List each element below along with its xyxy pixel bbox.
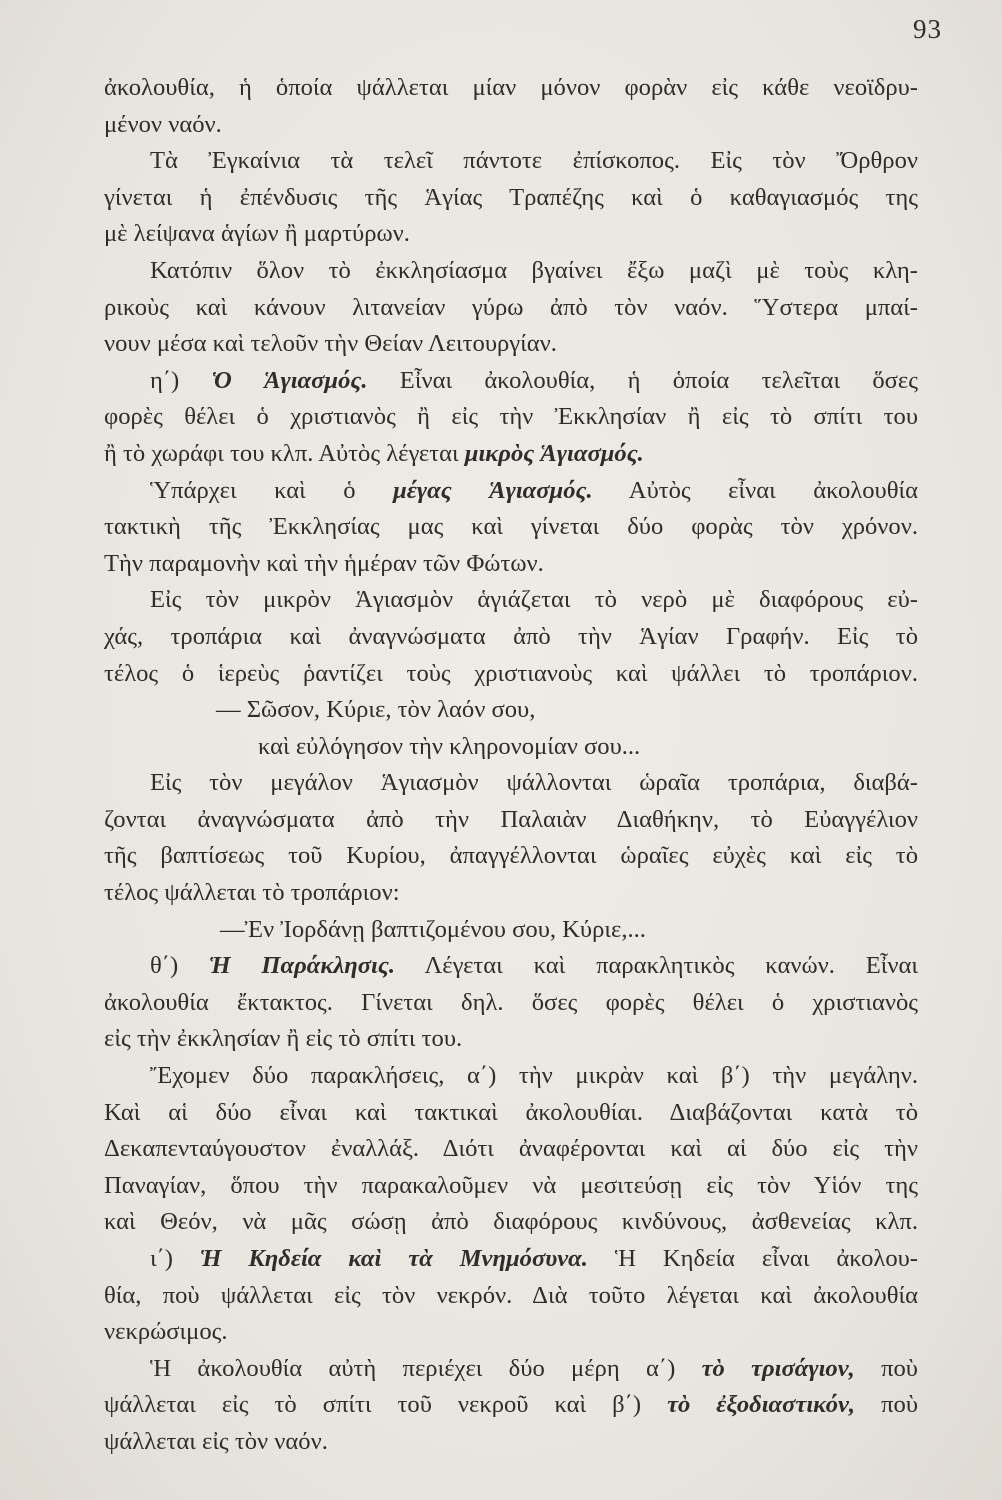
- text-line: Δεκαπενταύγουστον ἐναλλάξ. Διότι ἀναφέρονται καὶ αἱ δύο εἰς τὴν: [104, 1135, 918, 1163]
- text-line: τέλος ψάλλεται τὸ τροπάριον:: [104, 879, 400, 907]
- text-line: ψάλλεται εἰς τὸν ναόν.: [104, 1427, 328, 1455]
- text-line: ζονται ἀναγνώσματα ἀπὸ τὴν Παλαιὰν Διαθήκην, τὸ Εὐαγγέλιον: [104, 805, 918, 833]
- text-span: Ἡ ἀκολουθία αὐτὴ περιέχει δύο μέρη α΄): [150, 1354, 702, 1382]
- section-heading-line: [104, 1241, 918, 1278]
- text-line: Παναγίαν, ὅπου τὴν παρακαλοῦμεν νὰ μεσιτεύσῃ εἰς τὸν Υἱόν της: [104, 1171, 918, 1199]
- text-line: νεκρώσιμος.: [104, 1318, 228, 1346]
- text-span: ποὺ: [854, 1354, 918, 1382]
- section-heading-line: [104, 948, 918, 985]
- text-line: Εἰς τὸν μεγάλον Ἁγιασμὸν ψάλλονται ὡραῖα τροπάρια, διαβά-: [150, 769, 918, 797]
- emphasis-term: τὸ τρισάγιον,: [701, 1354, 855, 1382]
- section-title: Ἡ Παράκλησις.: [208, 952, 395, 980]
- text-line: μένον ναόν.: [104, 110, 222, 138]
- text-span: ἢ τὸ χωράφι του κλπ. Αὐτὸς λέγεται: [104, 439, 465, 467]
- text-line: νουν μέσα καὶ τελοῦν τὴν Θείαν Λειτουργίαν.: [104, 330, 557, 358]
- text-line: φορὲς θέλει ὁ χριστιανὸς ἢ εἰς τὴν Ἐκκλησίαν ἢ εἰς τὸ σπίτι του: [104, 403, 918, 431]
- section-title: Ἡ Κηδεία καὶ τὰ Μνημόσυνα.: [199, 1245, 588, 1272]
- text-line: θία, ποὺ ψάλλεται εἰς τὸν νεκρόν. Διὰ τοῦτο λέγεται καὶ ἀκολουθία: [104, 1281, 918, 1309]
- text-line: καὶ Θεόν, νὰ μᾶς σώσῃ ἀπὸ διαφόρους κινδύνους, ἀσθενείας κλπ.: [104, 1208, 918, 1236]
- emphasis-term: τὸ ἐξοδιαστικόν,: [667, 1391, 856, 1419]
- text-line: χάς, τροπάρια καὶ ἀναγνώσματα ἀπὸ τὴν Ἁγίαν Γραφήν. Εἰς τὸ: [104, 622, 918, 650]
- hymn-verse: καὶ εὐλόγησον τὴν κληρονομίαν σου...: [258, 732, 641, 760]
- text-span: ποὺ: [855, 1391, 918, 1419]
- section-heading-line: [104, 363, 918, 400]
- body-text: [104, 70, 918, 1461]
- text-line: εἰς τὴν ἐκκλησίαν ἢ εἰς τὸ σπίτι του.: [104, 1025, 463, 1053]
- text-span: ψάλλεται εἰς τὸ σπίτι τοῦ νεκροῦ καὶ β΄): [104, 1391, 668, 1419]
- emphasis-term: μέγας Ἁγιασμός.: [393, 476, 593, 504]
- emphasis-term: μικρὸς Ἁγιασμός.: [464, 439, 644, 467]
- text-line: Καὶ αἱ δύο εἶναι καὶ τακτικαὶ ἀκολουθίαι. Διαβάζονται κατὰ τὸ: [104, 1098, 918, 1126]
- text-line: [104, 436, 918, 473]
- hymn-verse: —Ἐν Ἰορδάνῃ βαπτιζομένου σου, Κύριε,...: [220, 915, 646, 943]
- text-span: Ὑπάρχει καὶ ὁ: [150, 476, 394, 504]
- text-line: Ἔχομεν δύο παρακλήσεις, α΄) τὴν μικρὰν καὶ β΄) τὴν μεγάλην.: [150, 1062, 918, 1090]
- text-line: τέλος ὁ ἱερεὺς ῥαντίζει τοὺς χριστιανοὺς καὶ ψάλλει τὸ τροπάριον.: [104, 659, 918, 687]
- section-title: Ὁ Ἁγιασμός.: [211, 366, 368, 394]
- text-span: Λέγεται καὶ παρακλητικὸς κανών. Εἶναι: [395, 952, 918, 980]
- text-line: Τὴν παραμονὴν καὶ τὴν ἡμέραν τῶν Φώτων.: [104, 549, 544, 577]
- text-span: Ἡ Κηδεία εἶναι ἀκολου-: [587, 1245, 918, 1272]
- page-number: 93: [913, 14, 942, 44]
- text-line: Κατόπιν ὅλον τὸ ἐκκλησίασμα βγαίνει ἔξω μαζὶ μὲ τοὺς κλη-: [150, 256, 918, 284]
- text-line: τακτικὴ τῆς Ἐκκλησίας μας καὶ γίνεται δύο φορὰς τὸν χρόνον.: [104, 513, 918, 541]
- text-line: ἀκολουθία, ἡ ὁποία ψάλλεται μίαν μόνον φορὰν εἰς κάθε νεοϊδρυ-: [104, 74, 918, 101]
- section-number: ι΄): [150, 1245, 200, 1272]
- text-line: μὲ λείψανα ἁγίων ἢ μαρτύρων.: [104, 220, 410, 248]
- text-line: [104, 1387, 918, 1424]
- text-line: γίνεται ἡ ἐπένδυσις τῆς Ἁγίας Τραπέζης καὶ ὁ καθαγιασμός της: [104, 183, 918, 211]
- text-line: Εἰς τὸν μικρὸν Ἁγιασμὸν ἁγιάζεται τὸ νερὸ μὲ διαφόρους εὐ-: [150, 586, 918, 614]
- text-line: [104, 473, 918, 510]
- text-line: ἀκολουθία ἔκτακτος. Γίνεται δηλ. ὅσες φορὲς θέλει ὁ χριστιανὸς: [104, 988, 918, 1016]
- text-line: [104, 1351, 918, 1388]
- text-span: Αὐτὸς εἶναι ἀκολουθία: [592, 476, 918, 504]
- text-line: Τὰ Ἐγκαίνια τὰ τελεῖ πάντοτε ἐπίσκοπος. Εἰς τὸν Ὄρθρον: [150, 147, 918, 175]
- section-number: θ΄): [150, 952, 209, 980]
- text-line: τῆς βαπτίσεως τοῦ Κυρίου, ἀπαγγέλλονται ὡραῖες εὐχὲς καὶ εἰς τὸ: [104, 842, 918, 870]
- hymn-verse: — Σῶσον, Κύριε, τὸν λαόν σου,: [216, 696, 536, 724]
- section-number: η΄): [150, 366, 212, 394]
- text-span: Εἶναι ἀκολουθία, ἡ ὁποία τελεῖται ὅσες: [367, 366, 919, 394]
- text-line: ρικοὺς καὶ κάνουν λιτανείαν γύρω ἀπὸ τὸν ναόν. Ὕστερα μπαί-: [104, 293, 918, 321]
